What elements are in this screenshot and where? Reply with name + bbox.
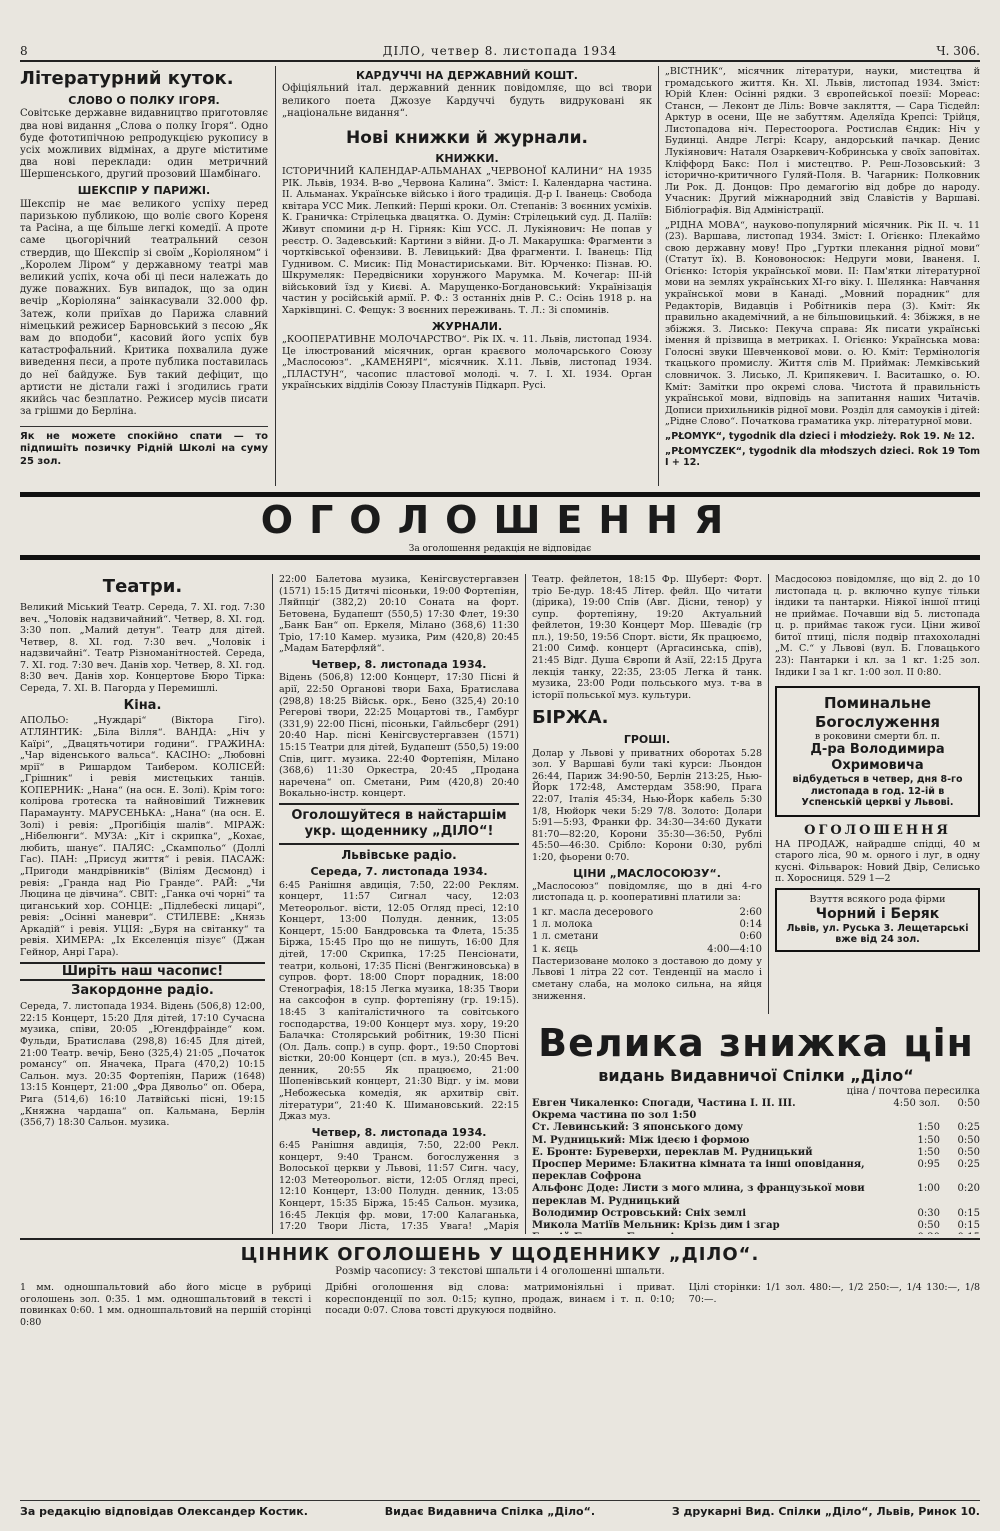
sale-row: Проспер Мериме: Блакитна кімната та інші оповідання, переклав Софрона 0:95 0:25 bbox=[532, 1159, 980, 1183]
sale-row: Альфонс Доде: Листи з мого млина, з французької мови переклав М. Рудницький 1:00 0:20 bbox=[532, 1183, 980, 1207]
journals-sub: ЖУРНАЛИ. bbox=[431, 319, 503, 333]
lit-title: Літературний куток. bbox=[20, 68, 234, 89]
lit-s2-text: Шекспір не має великого успіху перед паризькою публикою, що воліє свого Кореня та Расіна, а ще більше легкі комедії. А проте саме цьогорічний театральний сезон ствердив, що Шекспір зі своїм „Коріоляном“ і „Королем Ліром“ у державному театрі мав великий успіх, коча обі ці песи належать до дуже поважних. Був випадок, що за один вечір „Коріоляна“ заінкасували 32.000 фр. Затеж, коли приїхав до Парижа славний німецький режисер Барновський з пєсою „Як вам до вподоби“, касовий його успіх був катастрофальний. Критика похвалила дуже виведення пєси, а проте публика поставилась до неї байдуже. Був такий дефіцит, що артисти не дістали гажі і згодились грати якийсь час безплатно. Режисер мусів писати за грішми до Берліна. bbox=[20, 198, 268, 418]
masthead: ДІЛО, четвер 8. листопада 1934 bbox=[382, 43, 618, 58]
sale-header-row: ціна / почтова пересилка bbox=[846, 1085, 980, 1097]
sale-rows bbox=[532, 1086, 980, 1234]
lviv-radio-text: 6:45 Ранішня авдиція, 7:50, 22:00 Реклям. концерт, 11:57 Сигнал часу, 12:03 Метеорольог. вісти, 12:05 Огляд пресі, 12:10 Концерт, 13:00 Полудн. денник, 13:05 Концерт, 15:00 Бандровська та Флета, 15:35 Біржа, 15:45 Про що не пишуть, 16:00 Для дітей, 17:00 Скрипка, 17:25 Пенсіонати, театри, кольоні, 17:35 Пісні (Венгжиновська) в супров. форт. 18:00 Спорт порадник, 18:00 Стенографія, 18:15 Легка музика, 18:35 Твори на саксофон в супр. фортепіяну (гр. 19:15). 18:45 З капіталістичного та совітського господарства, 19:00 Концерт муз. хору, 19:20 Балачка: Столярський робітник, 19:30 Пісні (Ол. Даль. сопр.) в супр. форт., 19:50 Спортові вістки, 20:00 Концерт (сп. в муз.), 20:45 Веч. денник, 20:55 Як працюємо, 21:00 Шопенівський концерт, 21:30 Відг. у ім. мови „Небожеська комедія, як архитвір світ. літератури“, 21:40 К. Шимановський. 22:15 Джаз муз. bbox=[279, 879, 519, 1123]
sale-row: Окрема частина по зол 1:50 bbox=[532, 1110, 697, 1122]
plomyk-text: „PŁOMYK“, tygodnik dla dzieci i młodzieży. Rok 19. № 12. bbox=[665, 430, 975, 442]
maslo-text: „Маслосоюз“ повідомляє, що в дні 4-го листопада ц. р. кооперативні платили за: bbox=[532, 880, 762, 904]
issue-number: Ч. 306. bbox=[936, 43, 980, 58]
sale-row: Микола Матіїв Мельник: Крізь дим і згар 0:50 0:15 bbox=[532, 1219, 980, 1231]
theatre-text: Великий Міський Театр. Середа, 7. XI. год. 7:30 веч. „Чоловік надзвичайний“. Четвер, 8. XI. год. 3:30 поп. „Малий детун“. Театр для дітей. Четвер, 8. XI. год. 7:30 веч. „Чоловік і надзвичайні“. Театр Різноманітностей. Середа, 7. XI. год. 7:30 веч. Данів хор. Четвер, 8. XI. год. 8:30 веч. Данів хор. Концертове Бюро Тірка: Середа, 7. XI. В. Пагорда у Перемишлі. bbox=[20, 601, 265, 694]
right-ads-column bbox=[775, 574, 980, 1014]
maslo-tail: Пастеризоване молоко з доставою до дому у Львові 1 літра 22 сот. Тенденції на масло і сметану слаба, на молоко сильна, на яйця зниження. bbox=[532, 955, 762, 1002]
sale-row: Евген Чикаленко: Спогади, Частина I. II. III. 4:50 зол. 0:50 bbox=[532, 1098, 980, 1110]
maslo-row: 1 кг. масла десерового 2:60 bbox=[532, 907, 762, 919]
books-sub: КНИЖКИ. bbox=[435, 151, 499, 165]
books-text: ІСТОРИЧНИЙ КАЛЕНДАР-АЛЬМАНАХ „ЧЕРВОНОЇ КАЛИНИ“ НА 1935 РІК. Львів, 1934. В-во „Червона Калина“. Зміст: І. Календарна частина. II. Альманах. Українське військо і його традиція. Д-р І. Іванець: Свобода квітара УСС Мик. Лепкий: Перші кроки. Ол. Степанів: З воєнних усміхів. К. Граничка: Стрілецька двацятка. О. Думін: Стрілецький суд. Д. Паліїв: Живут спомини д-р Н. Гірняк: Кіш УСС. Л. Лукіянович: Не попав у реєстр. О. Задевський: Картини з війни. Д-о Л. Макарушка: Фрагменти з чортківської офензиви. В. Левицький: Два фрагменти. І. Іванець: Під Гуднивом. С. Мисик: Під Монастириськами. Віт. Юрченко: Пізнав. Ю. Шкрумеляк: Передвісники хорунжого Марумка. М. Кочегар: III-ій військовий їзд у Києві. А. Марущенко-Богдановський: Українізація частин у російській армії. Р. Ф.: З останніх днів Р. С.: Осінь 1918 р. на Харківщині. С. Фещук: З воєнних переживань. Т. Л.: Зі споминів. bbox=[282, 166, 652, 317]
sale-title: Велика знижка цін bbox=[538, 1021, 974, 1065]
radio-column bbox=[279, 574, 519, 1234]
lit-s2-title: ШЕКСПІР У ПАРИЖІ. bbox=[77, 184, 211, 198]
maslo-row: 1 к. яєць 4:00—4:10 bbox=[532, 943, 762, 955]
page-header bbox=[20, 42, 980, 62]
radio-text2: Відень (506,8) 12:00 Концерт, 17:30 Пісні й арії, 22:50 Органові твори Баха, Братислава (298,8) 18:25 Військ. орк., Бено (325,4) 20:10 Регерові твори, 22:25 Моцартові тв., Гамбург (331,9) 22:00 Пісні, пісоньки, Гайльсберг (291) 20:40 Нар. пісні Кенігсвустергавзен (1571) 15:15 Театри для дітей, Будапешт (550,5) 19:00 Спів, цигг. музика. 22:40 Фортепіян, Мілано (368,6) 11:30 Оркестра, 20:45 „Продана наречена“ оп. Сметани, Рим (420,8) 20:40 Вокально-інстр. концерт. bbox=[279, 672, 519, 800]
literary-corner bbox=[20, 66, 268, 486]
memorial-box bbox=[775, 686, 980, 817]
radio-day2: Четвер, 8. листопада 1934. bbox=[311, 658, 487, 672]
column-divider bbox=[658, 66, 659, 486]
birzha-text: Долар у Львові у приватних оборотах 5.28 зол. У Варшаві були такі курси: Льондон 26:44, Париж 34:90-50, Берлін 213:25, Нью-Йорк 172:48, Амстердам 358:90, Прага 22:07, Італія 45:34, Нью-Йорк кабель 5:30 1/8, Нюйорк чеки 5:29 7/8. Золото: Долари 5:91—5:93, Франки фр. 34:30—34:60 Дукати 81:70—82:20, Корони 35:30—36:50, Рублі 45:50—46:30. Срібло: Корони 0:30, рублі 1:20, фьорени 0:70. bbox=[532, 747, 762, 863]
pricelist-sub: Розмір часопису: 3 текстові шпальти і 4 оголошенні шпальти. bbox=[335, 1265, 665, 1277]
column-divider bbox=[275, 66, 276, 486]
lit-s1-text: Совітське державне видавництво приготовляє два нові видання „Слова о полку Ігоря“. Одно буде фототипічною репродукцією рукопису в усіх можливих відмінах, а друге міститиме два нові переклади: один метричний Шершенського, другий прозовий Шамбінаго. bbox=[20, 108, 268, 181]
books-title: Нові книжки й журнали. bbox=[346, 127, 588, 148]
school-loan-appeal: Як не можете спокійно спати — то підпишіть позичку Рідній Школі на суму 25 зол. bbox=[20, 426, 268, 468]
birzha-title: БІРЖА. bbox=[532, 707, 609, 729]
sale-ad bbox=[532, 1020, 980, 1234]
page-number: 8 bbox=[20, 43, 28, 58]
pricelist-mid: Дрібні оголошення від слова: матримоніяльні і приват. кореспонденції по зол. 0:15; купно, продаж, винаєм і т. п. 0:10; посади 0:07. Слова товсті друкуюся подвійно. bbox=[325, 1282, 675, 1317]
vistnyk-text: „ВІСТНИК“, місячник літератури, науки, мистецтва й громадського життя. Кн. XI. Львів, листопад 1934. Зміст: Юрій Клен: Осінні рядки. З європейської поезії: Мореас: Стансн, — Леконт де Ліль: Вовче закляття, — Сара Тісдейл: Арктур в осени, Ще не забуттям. Аделяїда Крепсі: Трійця, Листопадова ніч. Перестоорога. Ростислав Єндик: Ніч у Будинці. Андре Лєгрі: Ксару, андорський пачкар. Денис Лукіянович: Наталя Озаркевич-Кобринська у своїх заповітах. Кліффорд Бакс: Пол і мистецтво. Р. Реш-Лозовський: З історично-критичного Гуляй-Поля. В. Чагарник: Полковник Ли Рок. Д. Донцов: Про демагогію від добре до народу. Учасник: Другий міжнародний звід Славістів у Варшаві. Бібліографія. Від Адміністрації. bbox=[665, 66, 980, 216]
poultry-text: Масдосоюз повідомляє, що від 2. до 10 листопада ц. р. включно купує тільки індики та пантарки. Ніякої іншої птиці не приймає. Почавши від 5. листопада ц. р. приймає також гуси. Ціни живої битої птиці, після подвір птахохоладні „М. С.“ у Львові (вул. Б. Гловацького 23): Пантарки і кл. за 1 кг. 1:25 зол. Індики I за 1 кг. 1:00 зол. II 0:80. bbox=[775, 574, 980, 678]
journals-text: „КООПЕРАТИВНЕ МОЛОЧАРСТВО“. Рік IX. ч. 11. Львів, листопад 1934. Це ілюстрований місячник, орган краєвого молочарського Союзу „Маслосоюз“. „КАМЕНЯРІ“, місячник. Х.11. Львів, листопад 1934. „ПЛАСТУН“, часопис пластової молоді. ч. 7. І. ХІ. 1934. Орган українських відділів Союзу Пластунів Підкарп. Русі. bbox=[282, 334, 652, 392]
theatre-column bbox=[20, 574, 265, 1234]
ads-banner-sub: За оголошення редакція не відповідає bbox=[408, 543, 592, 554]
foreign-radio-text: Середа, 7. листопада 1934. Відень (506,8) 12:00, 22:15 Концерт, 15:20 Для дітей, 17:10 Сучасна музика, співи, 20:05 „Югендфраінде“ ком. Фульди, Братислава (298,8) 16:45 Для дітей, 21:00 Театр. вечір, Бено (325,4) 21:05 „Початок романсу“ оп. Яначека, Прага (470,2) 10:15 Сальон. муз. 20:35 Фортепіян, Париж (1648) 13:15 Концерт, 21:00 „Фра Дявольо“ оп. Обера, Рига (514,6) 16:10 Латвійські пісні, 19:15 „Княжна чардаша“ оп. Кальмана, Берлін (356,7) 18:30 Сальон. музика. bbox=[20, 1001, 265, 1129]
journals-column bbox=[665, 66, 980, 486]
footer-editor: За редакцію відповідав Олександер Костик. bbox=[20, 1505, 308, 1518]
footer-publisher: Видає Видавнича Спілка „Діло“. bbox=[384, 1505, 596, 1518]
birzha-sub: ГРОШІ. bbox=[623, 733, 671, 747]
memorial-title: Поминальне Богослуження bbox=[815, 694, 940, 731]
lviv-radio-day2: Четвер, 8. листопада 1934. bbox=[311, 1125, 487, 1139]
theatre-title: Театри. bbox=[102, 576, 183, 597]
pricelist-right: Цілі сторінки: 1/1 зол. 480:—, 1/2 250:—, 1/4 130:—, 1/8 70:—. bbox=[688, 1282, 980, 1305]
memorial-text: відбудеться в четвер, дня 8-го листопада в год. 12-ій в Успенській церкві у Львові. bbox=[792, 774, 963, 809]
shoe-ad bbox=[775, 888, 980, 952]
pricelist-left: 1 мм. одношпальтовий або його місце в рубриці оголошень зол. 0:35. 1 мм. одношпальтовий в тексті і повинках 0:60. 1 мм. одношпальтовий на першій сторінці 0:80 bbox=[20, 1282, 312, 1328]
sale-row: Ст. Левинський: З японського дому 1:50 0:25 bbox=[532, 1122, 980, 1134]
shoe-addr: Львів, ул. Руська 3. Лещетарські вже від 24 зол. bbox=[786, 922, 969, 946]
column-divider bbox=[525, 574, 526, 1234]
sale-row bbox=[532, 1232, 980, 1234]
shoe-text: Взуття всякого рода фірми bbox=[809, 894, 946, 905]
spread-appeal: Ширіть наш часопис! bbox=[20, 962, 265, 982]
lviv-radio-day1: Середа, 7. листопада 1934. bbox=[310, 865, 488, 879]
ads-banner bbox=[20, 492, 980, 560]
sale-row: Володимир Островський: Сніх землі 0:30 0:15 bbox=[532, 1207, 980, 1219]
pricelist-title: ЦІННИК ОГОЛОШЕНЬ У ЩОДЕННИКУ „ДІЛО“. bbox=[240, 1244, 760, 1265]
section-divider bbox=[20, 1238, 980, 1240]
column-divider bbox=[272, 574, 273, 1234]
column-divider bbox=[768, 574, 769, 1014]
carducci-title: КАРДУЧЧІ НА ДЕРЖАВНИЙ КОШТ. bbox=[356, 69, 578, 82]
kino-text: АПОЛЬО: „Нуждарі“ (Віктора Гіго). АТЛЯНТИК: „Біла Вілля“. ВАНДА: „Ніч у Каїрі“, „Двацятьчотири години“. ГРАЖИНА: „Чар віденського вальса“. КАСІНО: „Любовні мрії“ в Ришардом Таибером. КОЛІСЕЙ: „Грішник“ і ревія мистецьких танців. КОПЕРНИК: „Нана“ (на осн. Е. Золі). Крім того: колірова гротеска та найновіший Тижневик Парамаунту. МАРУСЕНЬКА: „Нана“ (на осн. Е. Золі) і ревія: „Прогібіція шалів“. МІРАЖ: „Нібелюнги“. МУЗА: „Кіт і скрипка“, „Кохає, любить, шанує“. ПАЛЯС: „Скампольо“ (Доллі Гас). ПАН: „Присуд життя“ і ревія. ПАСАЖ: „Пригоди мандрівників“ (Віліям Десмонд) і ревія: „Гранда над Ріо Гранде“. РАЙ: „Чи Люцина це дівчина“. СВІТ: „Ганка очі чорні“ та циганський хор. СОНЦЕ: „Підлебескі лицарі“, ревія: „Осінні маневри“. СТИЛЕВЕ: „Князь Аркадій“ і ревія. УЦІЯ: „Буря на світанку“ та ревія. ХИМЕРА: „Іх Екселенція пізує“ (Джан Гейнор, Анрі Гара). bbox=[20, 715, 265, 958]
maslo-title: ЦІНИ „МАСЛОСОЮЗУ“. bbox=[573, 866, 721, 880]
shoe-firm: Чорний і Беряк bbox=[815, 905, 940, 922]
radio3-text: Театр. фейлетон, 18:15 Фр. Шуберт: Форт. тріо Бе-дур. 18:45 Літер. фейл. Що читати (дірика), 19:00 Спів (Авг. Дісни, тенор) у супр. фортепіяну, 19:20 Актуальний фейлетон, 19:30 Концерт Мор. Шевадіє (гр пл.), 19:50, 19:56 Спорт. вісти, Як працюємо, 21:00 Симф. концерт (Аргасинська, спів), 21:45 Відг. Душа Європи й Азії, 22:15 Друга лекція танку, 22:35, 23:05 Легка й танк. музика, 23:00 Роди польського муз. т-ва в історії польської муз. культури. bbox=[532, 574, 762, 701]
radio-text: 22:00 Балетова музика, Кенігсвустергавзен (1571) 15:15 Дитячі пісоньки, 19:00 Фортепіян, Ляйпціґ (382,2) 20:10 Соната на форт. Бетовена, Будапешт (550,5) 17:30 Флет, 19:30 „Банк Бан“ оп. Еркеля, Мілано (368,6) 11:30 Тріо, 17:10 Камер. музика, Рим (420,8) 20:45 „Мадам Батерфляй“. bbox=[279, 574, 519, 655]
ogol-label: ОГОЛОШЕННЯ bbox=[804, 822, 951, 838]
exchange-column bbox=[532, 574, 762, 1014]
memorial-sub: в роковини смерти бл. п. bbox=[814, 730, 941, 742]
dilo-ad: Оголошуйтеся в найстаршім укр. щоденнику „ДІЛО“! bbox=[279, 803, 519, 845]
pricelist bbox=[20, 1244, 980, 1494]
maslo-row: 1 л. молока 0:14 bbox=[532, 919, 762, 931]
sale-sub: видань Видавничої Спілки „Діло“ bbox=[598, 1066, 914, 1086]
ads-banner-title: ОГОЛОШЕННЯ bbox=[260, 498, 740, 543]
footer-printer: З друкарні Вид. Спілки „Діло“, Львів, Ринок 10. bbox=[671, 1505, 980, 1518]
memorial-name: Д-ра Володимира Охримовича bbox=[810, 742, 945, 774]
ridna-mova-text: „РІДНА МОВА“, науково-популярний місячник. Рік II. ч. 11 (23). Варшава, листопад 1934. Зміст: І. Огієнко: Плекаймо свою державну мову! Про „Гуртки плекання рідної мови“ (Статут їх). В. Коновоносюк: Недруги мови, Іваненя. І. Огієнко: Історія української мови. II: Пам'ятки літературної мови на землях українських XI-го віку. І. Шелянка: Навчання української мови в Канаді. „Мовний порадник“ для Редакторів, Видавців і Робітників пера (3). Кміт: Як правильно академічний, а не більшовицький. 4: Збіжжя, в не збіжжя. З. Лисько: Пекуча справа: Як писати українські імення й прізвища в метриках. І. Огієнко: Українська мова: Голосні звуки Шевченкової мови. о. Ю. Кміт: Термінологія ткацького промислу. Життя слів М. Приймак: Лемківський словничок. З. Лисько, Л. Крипякевич. І. Васиташко, о. Ю. Кміт: Замітки про окремі слова. Чистота й правильність української мови, відповідь на запитання наших Читачів. Дописи прихильників рідної мови. Розділ для самоуків і дітей: „Рідне Слово“. Початкова граматика укр. літературної мови. bbox=[665, 219, 980, 428]
lviv-radio-title: Львівське радіо. bbox=[341, 847, 457, 862]
lit-s1-title: СЛОВО О ПОЛКУ ІГОРЯ. bbox=[68, 93, 220, 107]
kino-title: Кіна. bbox=[123, 697, 162, 713]
books-column bbox=[282, 66, 652, 486]
page-footer bbox=[20, 1500, 980, 1518]
carducci-text: Офіціяльний італ. державний денник повідомляє, що всі твори великого поета Джозуе Кардуччі будуть видруковані як „національне видання“. bbox=[282, 83, 652, 119]
maslo-row: 1 л. сметани 0:60 bbox=[532, 931, 762, 943]
lviv-radio-text2: 6:45 Ранішня авдиція, 7:50, 22:00 Рекл. концерт, 9:40 Трансм. богослуження з Волоської церкви у Львові, 11:57 Сигн. часу, 12:03 Метеорольог. вісти, 12:05 Огляд пресі, 12:10 Концерт, 13:00 Полудн. денник, 13:05 Концерт, 15:35 Біржа, 15:45 Сальон. музика, 16:45 Лекція фр. мови, 17:00 Калаганька, 17:20 Твори Ліста, 17:35 Увага! „Марія bbox=[279, 1140, 519, 1233]
newspaper-page bbox=[20, 0, 980, 1531]
sale-row: М. Рудницький: Між ідеєю і формою 1:50 0:50 bbox=[532, 1134, 980, 1146]
sale-text: НА ПРОДАЖ, найрадше спідці, 40 м старого ліса, 90 м. орного і луг, в одну кусні. Фільварок: Новий Двір, Селисько п. Хоросниця. 529 1—2 bbox=[775, 838, 980, 885]
foreign-radio-title: Закордонне радіо. bbox=[71, 983, 214, 999]
sale-row: Е. Бронте: Буреверхи, переклав М. Рудницький 1:50 0:50 bbox=[532, 1146, 980, 1158]
plomyczek-text: „PŁOMYCZEK“, tygodnik dla młodszych dzieci. Rok 19 Tom I + 12. bbox=[665, 445, 980, 469]
maslo-rows bbox=[532, 907, 762, 956]
